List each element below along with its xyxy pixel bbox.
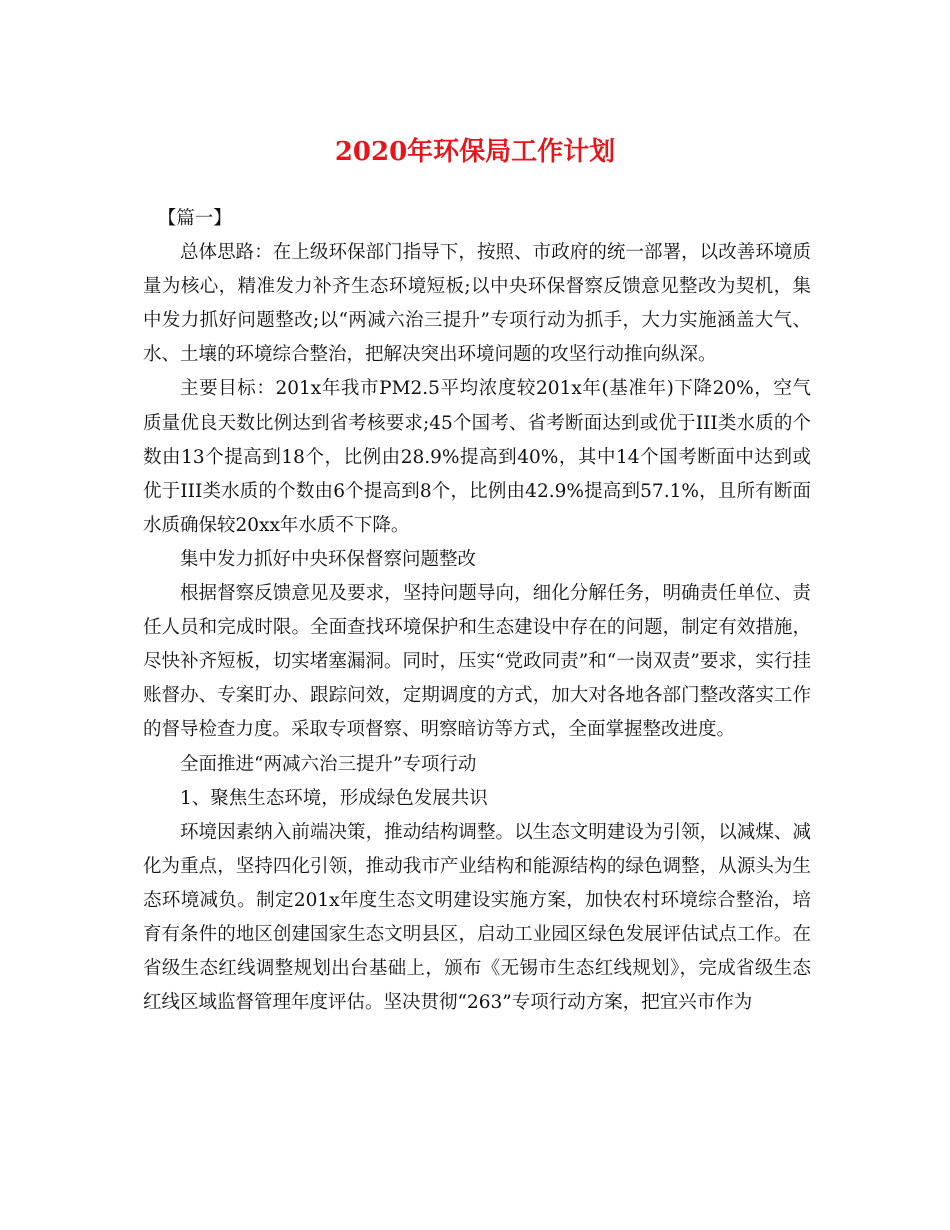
document-title: 2020年环保局工作计划 bbox=[334, 137, 616, 167]
paragraph-inspection-rectification: 根据督察反馈意见及要求，坚持问题导向，细化分解任务，明确责任单位、责任人员和完成时限。全面查找环境保护和生态建设中存在的问题，制定有效措施，尽快补齐短板，切实堵塞漏洞。同时，压实“党政同责”和“一岗双责”要求，实行挂账督办、专案盯办、跟踪问效，定期调度的方式，加大对各地各部门整改落实工作的督导检查力度。采取专项督察、明察暗访等方式，全面掌握整改进度。 bbox=[143, 583, 811, 741]
heading-special-action: 全面推进“两减六治三提升”专项行动 bbox=[180, 753, 477, 775]
subheading-green-development: 1、聚焦生态环境，形成绿色发展共识 bbox=[180, 787, 488, 809]
paragraph-green-development: 环境因素纳入前端决策，推动结构调整。以生态文明建设为引领，以减煤、减化为重点，坚持四化引领，推动我市产业结构和能源结构的绿色调整，从源头为生态环境减负。制定201x年度生态文明建设实施方案，加快农村环境综合整治，培育有条件的地区创建国家生态文明县区，启动工业园区绿色发展评估试点工作。在省级生态红线调整规划出台基础上，颁布《无锡市生态红线规划》，完成省级生态红线区域监督管理年度评估。坚决贯彻“263”专项行动方案，把宜兴市作为 bbox=[143, 821, 811, 1014]
document-body bbox=[143, 202, 811, 1020]
section-label: 【篇一】 bbox=[157, 208, 232, 229]
paragraph-overall-approach: 总体思路：在上级环保部门指导下，按照、市政府的统一部署，以改善环境质量为核心，精准发力补齐生态环境短板;以中央环保督察反馈意见整改为契机，集中发力抓好问题整改;以“两减六治三提升”专项行动为抓手，大力实施涵盖大气、水、土壤的环境综合整治，把解决突出环境问题的攻坚行动推向纵深。 bbox=[143, 242, 811, 366]
heading-inspection-rectification: 集中发力抓好中央环保督察问题整改 bbox=[180, 548, 477, 570]
paragraph-main-goals: 主要目标：201x年我市PM2.5平均浓度较201x年(基准年)下降20%，空气质量优良天数比例达到省考核要求;45个国考、省考断面达到或优于III类水质的个数由13个提高到18个，比例由28.9%提高到40%，其中14个国考断面中达到或优于III类水质的个数由6个提高到8个，比例由42.9%提高到57.1%，且所有断面水质确保较20xx年水质不下降。 bbox=[143, 378, 811, 536]
